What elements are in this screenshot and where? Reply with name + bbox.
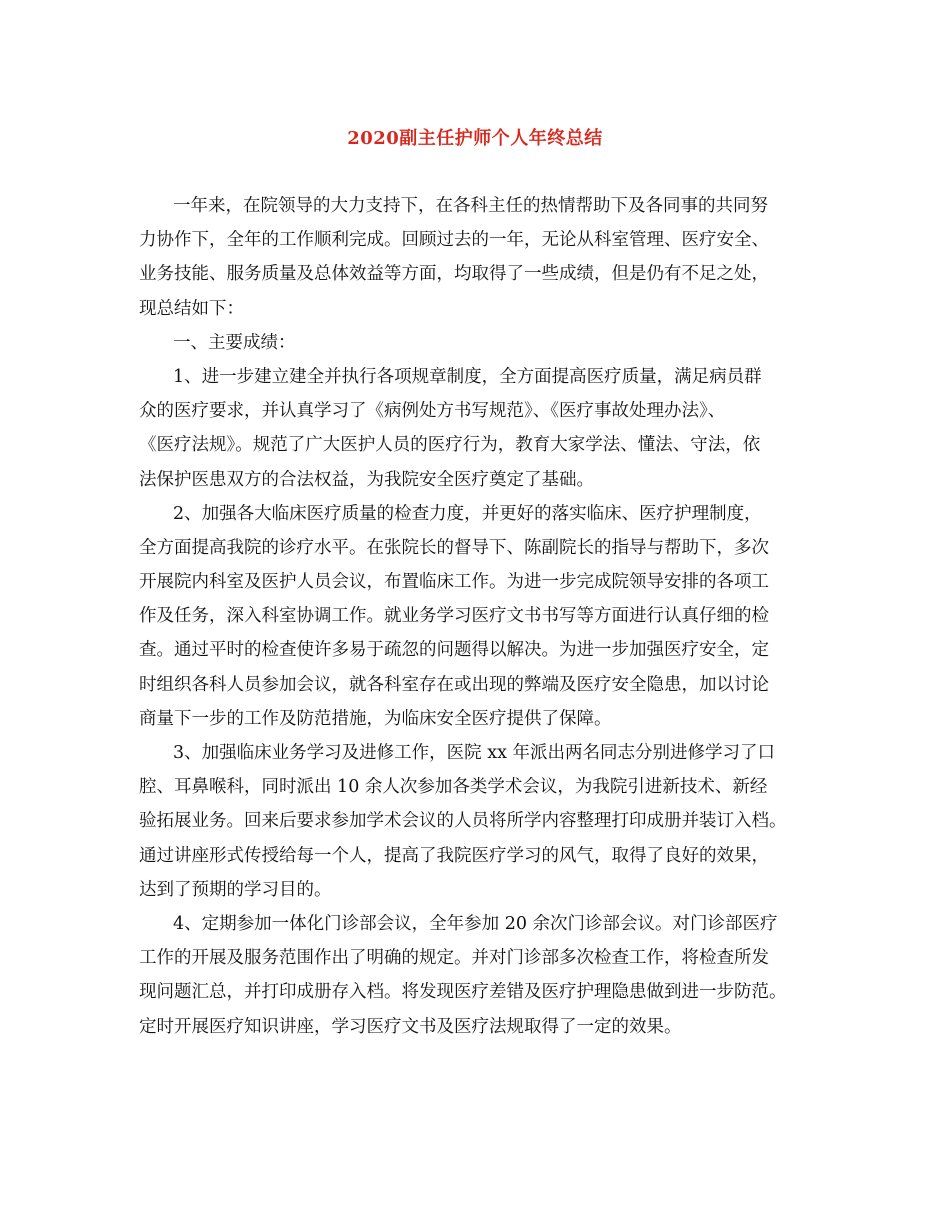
text-line: 1、进一步建立建全并执行各项规章制度，全方面提高医疗质量，满足病员群	[173, 366, 762, 387]
text-line: 3、加强临床业务学习及进修工作，医院 xx 年派出两名同志分别进修学习了口	[173, 743, 775, 763]
text-line: 法保护医患双方的合法权益，为我院安全医疗奠定了基础。	[139, 469, 594, 490]
text-line: 现总结如下：	[139, 298, 244, 319]
text-line: 众的医疗要求，并认真学习了《病例处方书写规范》、《医疗事故处理办法》、	[139, 401, 726, 422]
text-line: 现问题汇总，并打印成册存入档。将发现医疗差错及医疗护理隐患做到进一步防范。	[139, 982, 787, 1003]
text-line: 工作的开展及服务范围作出了明确的规定。并对门诊部多次检查工作，将检查所发	[139, 948, 769, 969]
document-body	[139, 189, 829, 1044]
text-line: 时组织各科人员参加会议，就各科室存在或出现的弊端及医疗安全隐患，加以讨论	[139, 674, 769, 695]
text-line: 腔、耳鼻喉科，同时派出 10 余人次参加各类学术会议，为我院引进新技术、新经	[139, 777, 768, 798]
text-line: 商量下一步的工作及防范措施，为临床安全医疗提供了保障。	[139, 708, 612, 729]
text-line: 4、定期参加一体化门诊部会议，全年参加 20 余次门诊部会议。对门诊部医疗	[173, 913, 778, 934]
text-line: 作及任务，深入科室协调工作。就业务学习医疗文书书写等方面进行认真仔细的检	[139, 606, 769, 627]
text-line: 业务技能、服务质量及总体效益等方面，均取得了一些成绩，但是仍有不足之处，	[139, 264, 769, 285]
text-line: 一年来，在院领导的大力支持下，在各科主任的热情帮助下及各同事的共同努	[173, 196, 768, 216]
text-line: 力协作下，全年的工作顺利完成。回顾过去的一年，无论从科室管理、医疗安全、	[139, 230, 769, 251]
document-title: 2020副主任护师个人年终总结	[347, 128, 603, 149]
text-line: 定时开展医疗知识讲座，学习医疗文书及医疗法规取得了一定的效果。	[139, 1016, 682, 1037]
text-line: 一、主要成绩：	[173, 332, 296, 353]
text-line: 验拓展业务。回来后要求参加学术会议的人员将所学内容整理打印成册并装订入档。	[139, 811, 787, 832]
text-line: 2、加强各大临床医疗质量的检查力度，并更好的落实临床、医疗护理制度，	[173, 503, 762, 524]
text-line: 通过讲座形式传授给每一个人，提高了我院医疗学习的风气，取得了良好的效果，	[139, 845, 769, 866]
text-line: 查。通过平时的检查使许多易于疏忽的问题得以解决。为进一步加强医疗安全，定	[139, 640, 769, 661]
text-line: 《医疗法规》。规范了广大医护人员的医疗行为，教育大家学法、懂法、守法，依	[139, 435, 761, 456]
text-line: 全方面提高我院的诊疗水平。在张院长的督导下、陈副院长的指导与帮助下，多次	[139, 537, 769, 558]
text-line: 开展院内科室及医护人员会议，布置临床工作。为进一步完成院领导安排的各项工	[139, 572, 769, 593]
text-line: 达到了预期的学习目的。	[139, 879, 332, 900]
